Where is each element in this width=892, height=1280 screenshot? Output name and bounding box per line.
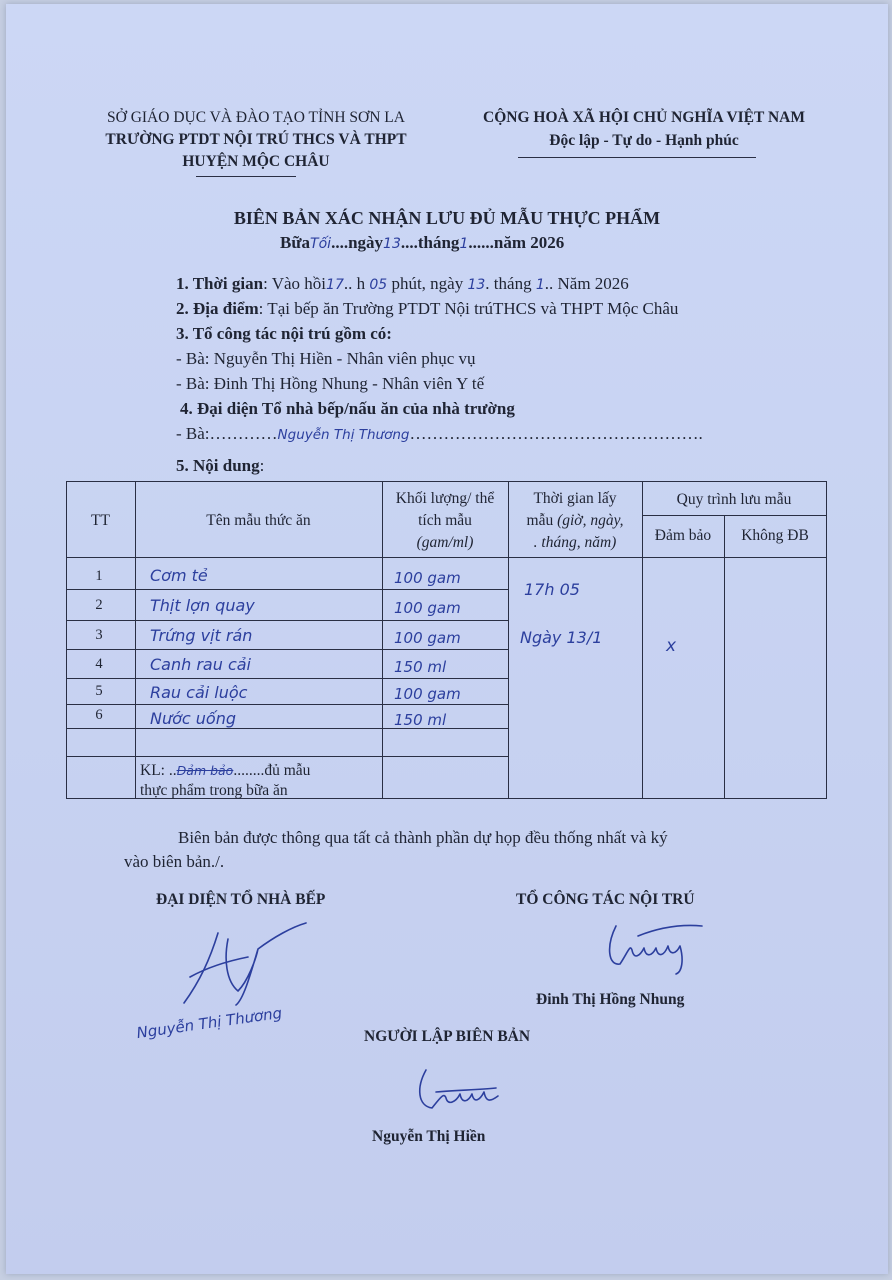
place-line xyxy=(176,299,678,319)
column-header-time-line2 xyxy=(508,511,642,531)
kitchen-prefix: - Bà:………… xyxy=(176,424,278,443)
time-hour: 17 xyxy=(326,277,344,293)
sample-time-date: Ngày 13/1 xyxy=(520,628,603,647)
time-day: 13 xyxy=(467,277,486,293)
kitchen-rep-handwritten-name: Nguyễn Thị Thương xyxy=(135,1003,284,1043)
food-name: Canh rau cải xyxy=(150,655,251,674)
food-quantity: 150 ml xyxy=(394,711,447,729)
column-header-time-line3: . tháng, năm) xyxy=(533,534,617,551)
kitchen-rep-name: Nguyễn Thị Thương xyxy=(277,427,410,443)
document-page xyxy=(6,4,888,1274)
column-header-weight-line3: (gam/ml) xyxy=(416,534,474,551)
team-member-2: - Bà: Đinh Thị Hồng Nhung - Nhân viên Y tế xyxy=(176,374,485,393)
food-name: Rau cải luộc xyxy=(150,683,248,702)
column-header-process: Quy trình lưu mẫu xyxy=(676,491,792,508)
national-motto: Độc lập - Tự do - Hạnh phúc xyxy=(549,132,739,149)
row-border xyxy=(66,704,508,705)
time-minute: 05 xyxy=(369,277,388,293)
food-name: Cơm tẻ xyxy=(150,566,208,585)
content-label-line xyxy=(176,456,264,476)
recorder-title: NGƯỜI LẬP BIÊN BẢN xyxy=(364,1028,531,1045)
district-name: HUYỆN MỘC CHÂU xyxy=(182,153,330,170)
table-border xyxy=(826,481,827,799)
team-member-1: - Bà: Nguyễn Thị Hiền - Nhân viên phục vụ xyxy=(176,349,476,368)
conclusion-prefix: KL: .. xyxy=(140,762,177,779)
motto-underline xyxy=(518,157,756,158)
column-header-time-line1: Thời gian lấy xyxy=(533,490,617,507)
year-text: ......năm 2026 xyxy=(468,233,565,252)
header-left-underline xyxy=(196,176,296,177)
row-border xyxy=(66,678,508,679)
column-header-time-units: (giờ, ngày, xyxy=(557,512,624,529)
time-text: : Vào hồi xyxy=(263,274,327,293)
kitchen-rep-signature xyxy=(178,919,318,1009)
column-header-weight-line2: tích mẫu xyxy=(418,512,472,529)
column-header-time-word: mẫu xyxy=(526,512,558,529)
column-header-notok: Không ĐB xyxy=(741,527,809,544)
table-border xyxy=(724,515,725,799)
column-header-weight-line1: Khối lượng/ thể xyxy=(395,490,495,507)
column-header-ok: Đảm bảo xyxy=(654,527,712,544)
food-quantity: 100 gam xyxy=(394,569,461,587)
conclusion-line1 xyxy=(140,762,310,780)
row-number: 1 xyxy=(95,568,103,584)
conclusion-line2: thực phẩm trong bữa ăn xyxy=(140,782,288,799)
place-text: : Tại bếp ăn Trường PTDT Nội trúTHCS và THPT Mộc Châu xyxy=(258,299,679,318)
month-value: 1 xyxy=(459,236,469,252)
row-number: 3 xyxy=(95,627,103,643)
check-mark-ok: x xyxy=(666,636,677,656)
sample-time-hour: 17h 05 xyxy=(524,580,580,599)
meal-date-line xyxy=(280,233,564,253)
document-title: BIÊN BẢN XÁC NHẬN LƯU ĐỦ MẪU THỰC PHẨM xyxy=(233,208,661,228)
country-name: CỘNG HOÀ XÃ HỘI CHỦ NGHĨA VIỆT NAM xyxy=(483,109,805,126)
place-label: 2. Địa điểm xyxy=(176,299,259,318)
row-border xyxy=(66,589,508,590)
day-value: 13 xyxy=(383,236,401,252)
table-border xyxy=(66,481,826,482)
column-header-name: Tên mẫu thức ăn xyxy=(206,512,311,529)
approval-line2: vào biên bản./. xyxy=(124,852,225,871)
food-name: Thịt lợn quay xyxy=(150,596,255,615)
month-prefix: ....tháng xyxy=(400,233,460,252)
row-number: 5 xyxy=(95,683,103,699)
kitchen-rep-line xyxy=(176,424,703,444)
kitchen-suffix: ……………………………………………. xyxy=(409,424,703,443)
food-quantity: 100 gam xyxy=(394,685,461,703)
time-text: .. h xyxy=(343,274,366,293)
row-border xyxy=(66,756,508,757)
school-name: TRƯỜNG PTDT NỘI TRÚ THCS VÀ THPT xyxy=(105,131,407,148)
row-number: 2 xyxy=(95,597,103,613)
time-line xyxy=(176,274,629,294)
time-label: 1. Thời gian xyxy=(176,274,264,293)
table-border xyxy=(66,557,826,558)
conclusion-value: Đảm bảo xyxy=(176,763,234,778)
food-name: Trứng vịt rán xyxy=(150,626,253,645)
row-border xyxy=(66,649,508,650)
food-quantity: 100 gam xyxy=(394,599,461,617)
recorder-signature xyxy=(406,1062,506,1118)
meal-prefix: Bữa xyxy=(280,233,311,252)
day-prefix: ....ngày xyxy=(331,233,384,252)
food-name: Nước uống xyxy=(150,709,237,728)
content-colon: : xyxy=(259,456,265,475)
row-border xyxy=(66,620,508,621)
food-quantity: 100 gam xyxy=(394,629,461,647)
time-text: .. Năm 2026 xyxy=(544,274,629,293)
kitchen-rep-label: 4. Đại diện Tổ nhà bếp/nấu ăn của nhà trường xyxy=(180,399,515,418)
team-label: 3. Tổ công tác nội trú gồm có: xyxy=(176,324,392,343)
kitchen-rep-title: ĐẠI DIỆN TỔ NHÀ BẾP xyxy=(156,891,326,908)
row-number: 4 xyxy=(95,656,103,672)
food-quantity: 150 ml xyxy=(394,658,447,676)
content-label: 5. Nội dung xyxy=(176,456,260,475)
approval-line1: Biên bản được thông qua tất cả thành phần dự họp đều thống nhất và ký xyxy=(178,828,668,847)
meal-value: Tối xyxy=(310,236,332,252)
department-name: SỞ GIÁO DỤC VÀ ĐÀO TẠO TỈNH SƠN LA xyxy=(107,109,405,126)
time-text: phút, ngày xyxy=(391,274,464,293)
column-header-tt: TT xyxy=(91,512,110,529)
conclusion-suffix: ........đủ mẫu xyxy=(233,762,311,779)
team-title: TỔ CÔNG TÁC NỘI TRÚ xyxy=(516,891,695,908)
team-signer-name: Đinh Thị Hồng Nhung xyxy=(536,991,685,1008)
table-border xyxy=(642,515,826,516)
time-month: 1 xyxy=(535,277,545,293)
row-number: 6 xyxy=(95,707,103,723)
time-text: . tháng xyxy=(485,274,532,293)
team-signature xyxy=(598,916,708,976)
recorder-name: Nguyễn Thị Hiền xyxy=(372,1128,486,1145)
